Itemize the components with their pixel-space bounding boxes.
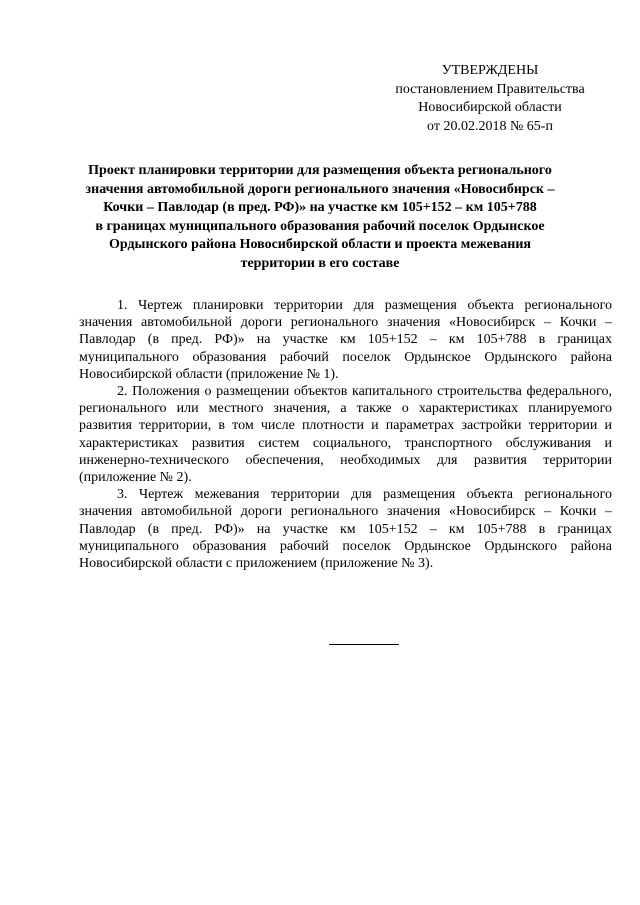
title-line: Ордынского района Новосибирской области и проекта межевания	[108, 237, 531, 252]
approval-line: постановлением Правительства	[395, 81, 585, 97]
paragraph-1: 1. Чертеж планировки территории для размещения объекта регионального значения автомобильной дороги регионального значения «Новосибирск – Кочки – Павлодар (в пред. РФ)» на участке км 105+152 – км 105+788 в границах муниципального образования рабочий поселок Ордынское Ордынского района Новосибирской области (приложение № 1).	[79, 298, 612, 382]
title-line: территории в его составе	[240, 255, 400, 271]
title-line: Кочки – Павлодар (в пред. РФ)» на участке км 105+152 – км 105+788	[103, 200, 537, 215]
closing-divider	[329, 644, 399, 645]
title-line: значения автомобильной дороги регионального значения «Новосибирск –	[85, 181, 555, 197]
approval-date-number: от 20.02.2018 № 65-п	[427, 118, 553, 134]
paragraph-3: 3. Чертеж межевания территории для размещения объекта регионального значения автомобильной дороги регионального значения «Новосибирск – Кочки – Павлодар (в пред. РФ)» на участке км 105+152 – км 105+788 в границах муниципального образования рабочий поселок Ордынское Ордынского района Новосибирской области с приложением (приложение № 3).	[79, 487, 612, 572]
approval-heading: УТВЕРЖДЕНЫ	[441, 63, 539, 78]
document-title	[60, 162, 580, 273]
title-line: в границах муниципального образования рабочий поселок Ордынское	[95, 218, 545, 234]
approval-stamp	[380, 62, 600, 136]
paragraph-2: 2. Положения о размещении объектов капитального строительства федерального, регионального или местного значения, а также о характеристиках планируемого развития территории, в том числе плотности и параметрах застройки территории и характеристиках развития систем социального, транспортного обслуживания и инженерно-технического обеспечения, необходимых для развития территории (приложение № 2).	[79, 384, 612, 486]
document-body	[79, 297, 612, 572]
approval-line: Новосибирской области	[418, 100, 562, 115]
title-line: Проект планировки территории для размещения объекта регионального	[88, 163, 552, 178]
